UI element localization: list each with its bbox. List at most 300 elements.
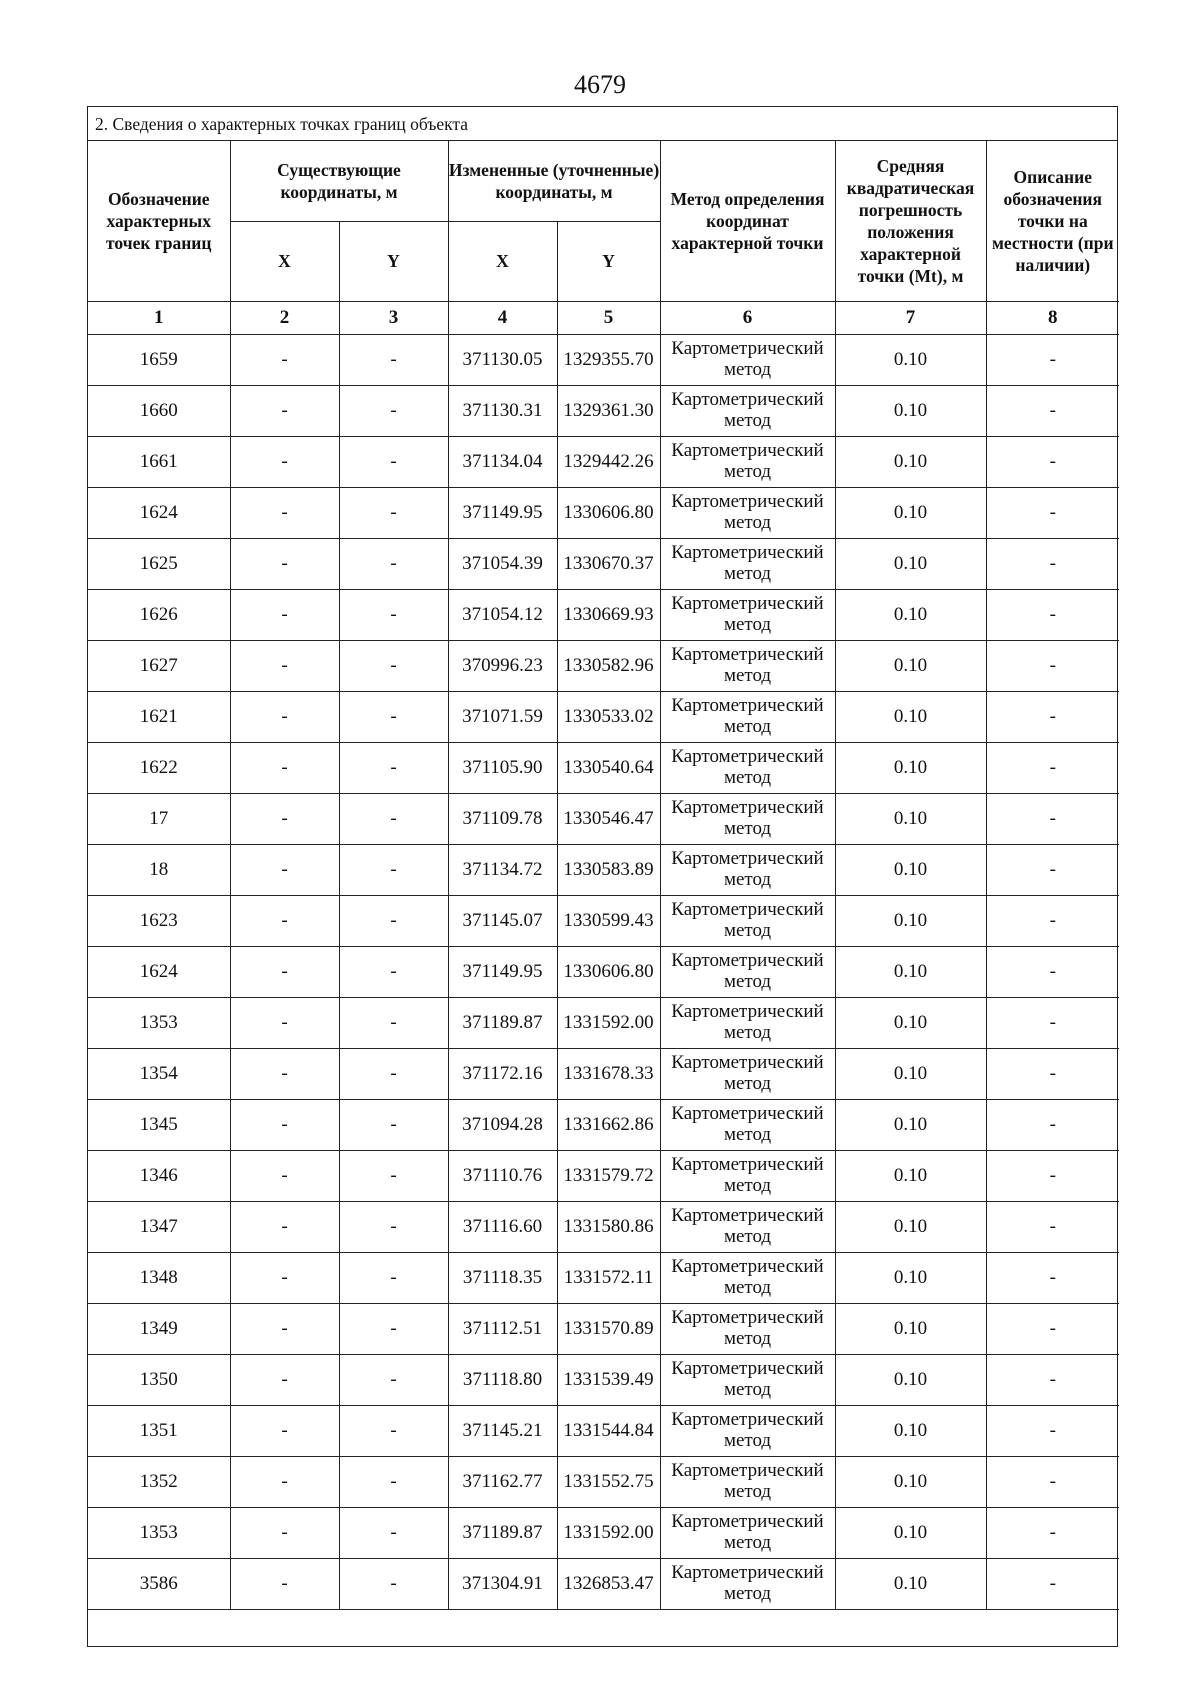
point-designation-cell: 17 [88,793,230,844]
point-designation-cell: 1352 [88,1456,230,1507]
description-cell: - [986,589,1119,640]
point-designation-cell: 1349 [88,1303,230,1354]
page-number: 4679 [574,70,626,99]
existing-x-cell: - [230,1252,339,1303]
mean-error-cell: 0.10 [835,385,986,436]
table-row [88,385,1119,436]
table-row [88,538,1119,589]
description-cell: - [986,1303,1119,1354]
method-text-line: метод [723,1022,772,1043]
column-number: 5 [557,301,660,334]
existing-y-cell: - [339,1201,448,1252]
method-cell [660,844,835,895]
changed-y-cell: 1331572.11 [557,1252,660,1303]
existing-x-cell: - [230,895,339,946]
method-text-line: метод [723,1175,772,1196]
description-cell: - [986,742,1119,793]
existing-x-cell: - [230,1150,339,1201]
header-existing-y: Y [339,221,448,301]
mean-error-cell: 0.10 [835,691,986,742]
method-cell [660,1405,835,1456]
description-cell: - [986,385,1119,436]
method-text-line: метод [723,1073,772,1094]
method-text-line: Картометрический [671,1460,824,1481]
table-row [88,793,1119,844]
method-text-line: Картометрический [671,644,824,665]
method-cell [660,691,835,742]
changed-x-cell: 371118.80 [448,1354,557,1405]
method-cell [660,1303,835,1354]
method-text-line: Картометрический [671,746,824,767]
existing-y-cell: - [339,793,448,844]
method-text-line: Картометрический [671,440,824,461]
table-row [88,1354,1119,1405]
description-cell: - [986,1252,1119,1303]
method-text-line: Картометрический [671,491,824,512]
existing-y-cell: - [339,1099,448,1150]
mean-error-cell: 0.10 [835,1048,986,1099]
table-empty-footer-row [88,1609,1119,1646]
point-designation-cell: 1345 [88,1099,230,1150]
changed-x-cell: 371189.87 [448,997,557,1048]
mean-error-cell: 0.10 [835,589,986,640]
method-cell [660,640,835,691]
changed-x-cell: 371116.60 [448,1201,557,1252]
changed-x-cell: 371304.91 [448,1558,557,1609]
existing-x-cell: - [230,1303,339,1354]
method-text-line: метод [723,716,772,737]
header-changed-coordinates: Измененные (уточненные) координаты, м [448,141,660,221]
method-text-line: метод [723,1583,772,1604]
table-row [88,691,1119,742]
description-cell: - [986,844,1119,895]
point-designation-cell: 1346 [88,1150,230,1201]
existing-y-cell: - [339,640,448,691]
point-designation-cell: 1353 [88,1507,230,1558]
mean-error-cell: 0.10 [835,1201,986,1252]
existing-x-cell: - [230,487,339,538]
existing-y-cell: - [339,895,448,946]
existing-y-cell: - [339,742,448,793]
changed-x-cell: 371054.39 [448,538,557,589]
mean-error-cell: 0.10 [835,793,986,844]
existing-y-cell: - [339,1252,448,1303]
mean-error-cell: 0.10 [835,1150,986,1201]
existing-y-cell: - [339,1558,448,1609]
table-row [88,742,1119,793]
method-text-line: Картометрический [671,1154,824,1175]
header-method: Метод определения координат характерной точки [660,141,835,301]
existing-x-cell: - [230,1405,339,1456]
description-cell: - [986,1558,1119,1609]
method-text-line: Картометрический [671,1001,824,1022]
method-text-line: Картометрический [671,593,824,614]
column-number: 7 [835,301,986,334]
table-row [88,1048,1119,1099]
header-existing-x: X [230,221,339,301]
mean-error-cell: 0.10 [835,487,986,538]
point-designation-cell: 1626 [88,589,230,640]
header-existing-coordinates: Существующие координаты, м [230,141,448,221]
header-description: Описание обозначения точки на местности (при наличии) [986,141,1119,301]
changed-x-cell: 371134.72 [448,844,557,895]
point-designation-cell: 1625 [88,538,230,589]
changed-x-cell: 371149.95 [448,487,557,538]
table-row [88,844,1119,895]
method-text-line: метод [723,869,772,890]
method-text-line: Картометрический [671,542,824,563]
description-cell: - [986,946,1119,997]
existing-x-cell: - [230,334,339,385]
existing-x-cell: - [230,1354,339,1405]
changed-y-cell: 1330546.47 [557,793,660,844]
mean-error-cell: 0.10 [835,844,986,895]
method-cell [660,436,835,487]
changed-x-cell: 371172.16 [448,1048,557,1099]
existing-x-cell: - [230,691,339,742]
method-text-line: Картометрический [671,1052,824,1073]
changed-y-cell: 1329442.26 [557,436,660,487]
point-designation-cell: 18 [88,844,230,895]
method-cell [660,742,835,793]
changed-y-cell: 1331579.72 [557,1150,660,1201]
method-text-line: метод [723,971,772,992]
changed-y-cell: 1331570.89 [557,1303,660,1354]
description-cell: - [986,895,1119,946]
changed-x-cell: 371105.90 [448,742,557,793]
mean-error-cell: 0.10 [835,1354,986,1405]
existing-y-cell: - [339,1456,448,1507]
table-row [88,946,1119,997]
changed-x-cell: 371071.59 [448,691,557,742]
point-designation-cell: 1351 [88,1405,230,1456]
changed-y-cell: 1330540.64 [557,742,660,793]
mean-error-cell: 0.10 [835,436,986,487]
point-designation-cell: 1347 [88,1201,230,1252]
description-cell: - [986,1048,1119,1099]
existing-y-cell: - [339,1048,448,1099]
changed-x-cell: 371110.76 [448,1150,557,1201]
method-text-line: Картометрический [671,1409,824,1430]
method-cell [660,1048,835,1099]
description-cell: - [986,1150,1119,1201]
description-cell: - [986,793,1119,844]
method-cell [660,1099,835,1150]
method-cell [660,538,835,589]
changed-x-cell: 371145.07 [448,895,557,946]
existing-y-cell: - [339,385,448,436]
method-text-line: Картометрический [671,389,824,410]
method-text-line: метод [723,563,772,584]
method-cell [660,334,835,385]
header-point-designation: Обозначение характерных точек границ [88,141,230,301]
method-text-line: Картометрический [671,1256,824,1277]
mean-error-cell: 0.10 [835,334,986,385]
description-cell: - [986,1099,1119,1150]
existing-y-cell: - [339,487,448,538]
description-cell: - [986,334,1119,385]
method-cell [660,1201,835,1252]
method-cell [660,793,835,844]
section-title: 2. Сведения о характерных точках границ объекта [88,107,1117,141]
mean-error-cell: 0.10 [835,742,986,793]
changed-y-cell: 1331592.00 [557,997,660,1048]
method-text-line: метод [723,1532,772,1553]
existing-x-cell: - [230,538,339,589]
changed-x-cell: 370996.23 [448,640,557,691]
existing-y-cell: - [339,997,448,1048]
existing-y-cell: - [339,538,448,589]
method-text-line: Картометрический [671,797,824,818]
table-row [88,1303,1119,1354]
method-cell [660,895,835,946]
description-cell: - [986,640,1119,691]
method-text-line: метод [723,920,772,941]
existing-x-cell: - [230,385,339,436]
method-cell [660,946,835,997]
method-text-line: Картометрический [671,1511,824,1532]
point-designation-cell: 1353 [88,997,230,1048]
method-text-line: Картометрический [671,1358,824,1379]
table-row [88,1456,1119,1507]
mean-error-cell: 0.10 [835,1507,986,1558]
points-table-body [88,334,1119,1609]
existing-x-cell: - [230,742,339,793]
table-row [88,1150,1119,1201]
method-text-line: Картометрический [671,1103,824,1124]
changed-y-cell: 1330599.43 [557,895,660,946]
header-changed-y: Y [557,221,660,301]
point-designation-cell: 1659 [88,334,230,385]
mean-error-cell: 0.10 [835,538,986,589]
table-row [88,1201,1119,1252]
point-designation-cell: 1622 [88,742,230,793]
column-number: 2 [230,301,339,334]
description-cell: - [986,1354,1119,1405]
method-text-line: метод [723,1124,772,1145]
method-cell [660,385,835,436]
method-text-line: Картометрический [671,950,824,971]
description-cell: - [986,1201,1119,1252]
existing-y-cell: - [339,1507,448,1558]
existing-x-cell: - [230,640,339,691]
method-cell [660,1558,835,1609]
changed-y-cell: 1326853.47 [557,1558,660,1609]
method-text-line: Картометрический [671,695,824,716]
method-cell [660,1354,835,1405]
point-designation-cell: 1350 [88,1354,230,1405]
method-text-line: метод [723,1328,772,1349]
changed-y-cell: 1331662.86 [557,1099,660,1150]
existing-y-cell: - [339,1303,448,1354]
description-cell: - [986,436,1119,487]
table-row [88,487,1119,538]
changed-y-cell: 1331580.86 [557,1201,660,1252]
point-designation-cell: 1660 [88,385,230,436]
mean-error-cell: 0.10 [835,1099,986,1150]
method-text-line: метод [723,665,772,686]
header-mean-error: Средняя квадратическая погрешность положения характерной точки (Mt), м [835,141,986,301]
point-designation-cell: 1348 [88,1252,230,1303]
method-cell [660,1150,835,1201]
changed-y-cell: 1330606.80 [557,946,660,997]
changed-y-cell: 1331544.84 [557,1405,660,1456]
table-row [88,1252,1119,1303]
mean-error-cell: 0.10 [835,1252,986,1303]
table-row [88,895,1119,946]
method-text-line: метод [723,410,772,431]
point-designation-cell: 1627 [88,640,230,691]
changed-x-cell: 371130.31 [448,385,557,436]
mean-error-cell: 0.10 [835,1456,986,1507]
changed-y-cell: 1331539.49 [557,1354,660,1405]
table-row [88,436,1119,487]
changed-x-cell: 371054.12 [448,589,557,640]
changed-y-cell: 1330670.37 [557,538,660,589]
method-text-line: Картометрический [671,899,824,920]
changed-x-cell: 371094.28 [448,1099,557,1150]
existing-x-cell: - [230,1558,339,1609]
changed-y-cell: 1331592.00 [557,1507,660,1558]
point-designation-cell: 1661 [88,436,230,487]
mean-error-cell: 0.10 [835,1558,986,1609]
existing-x-cell: - [230,1456,339,1507]
existing-y-cell: - [339,946,448,997]
changed-x-cell: 371130.05 [448,334,557,385]
method-cell [660,1456,835,1507]
column-number: 3 [339,301,448,334]
point-designation-cell: 1624 [88,946,230,997]
method-cell [660,997,835,1048]
changed-x-cell: 371134.04 [448,436,557,487]
changed-x-cell: 371189.87 [448,1507,557,1558]
mean-error-cell: 0.10 [835,1405,986,1456]
table-row [88,589,1119,640]
method-text-line: метод [723,1379,772,1400]
method-text-line: Картометрический [671,1205,824,1226]
empty-footer-cell [88,1609,1119,1646]
method-text-line: метод [723,614,772,635]
changed-y-cell: 1330669.93 [557,589,660,640]
changed-y-cell: 1331678.33 [557,1048,660,1099]
existing-x-cell: - [230,793,339,844]
method-text-line: метод [723,1430,772,1451]
method-text-line: Картометрический [671,848,824,869]
point-designation-cell: 1624 [88,487,230,538]
existing-x-cell: - [230,589,339,640]
method-cell [660,1507,835,1558]
existing-x-cell: - [230,1048,339,1099]
method-text-line: Картометрический [671,338,824,359]
table-row [88,640,1119,691]
method-text-line: метод [723,512,772,533]
method-cell [660,487,835,538]
table-row [88,997,1119,1048]
point-designation-cell: 3586 [88,1558,230,1609]
table-row [88,334,1119,385]
changed-y-cell: 1330582.96 [557,640,660,691]
column-number: 4 [448,301,557,334]
changed-y-cell: 1329355.70 [557,334,660,385]
description-cell: - [986,691,1119,742]
existing-y-cell: - [339,436,448,487]
points-sheet [87,106,1118,1647]
existing-x-cell: - [230,1201,339,1252]
existing-y-cell: - [339,1150,448,1201]
description-cell: - [986,538,1119,589]
method-text-line: метод [723,1481,772,1502]
changed-y-cell: 1329361.30 [557,385,660,436]
description-cell: - [986,1456,1119,1507]
changed-x-cell: 371162.77 [448,1456,557,1507]
points-table [88,141,1119,1646]
existing-y-cell: - [339,1354,448,1405]
changed-y-cell: 1330533.02 [557,691,660,742]
table-row [88,1405,1119,1456]
changed-x-cell: 371112.51 [448,1303,557,1354]
method-cell [660,1252,835,1303]
column-number: 6 [660,301,835,334]
point-designation-cell: 1623 [88,895,230,946]
existing-y-cell: - [339,1405,448,1456]
existing-y-cell: - [339,691,448,742]
mean-error-cell: 0.10 [835,895,986,946]
description-cell: - [986,487,1119,538]
changed-y-cell: 1330606.80 [557,487,660,538]
column-number: 1 [88,301,230,334]
existing-x-cell: - [230,997,339,1048]
point-designation-cell: 1621 [88,691,230,742]
table-row [88,1507,1119,1558]
table-row [88,1099,1119,1150]
changed-y-cell: 1331552.75 [557,1456,660,1507]
table-row [88,1558,1119,1609]
description-cell: - [986,1507,1119,1558]
point-designation-cell: 1354 [88,1048,230,1099]
changed-x-cell: 371118.35 [448,1252,557,1303]
method-text-line: метод [723,1277,772,1298]
mean-error-cell: 0.10 [835,997,986,1048]
existing-y-cell: - [339,334,448,385]
method-text-line: метод [723,461,772,482]
mean-error-cell: 0.10 [835,946,986,997]
method-text-line: метод [723,1226,772,1247]
changed-x-cell: 371145.21 [448,1405,557,1456]
existing-x-cell: - [230,1507,339,1558]
changed-x-cell: 371149.95 [448,946,557,997]
mean-error-cell: 0.10 [835,640,986,691]
method-cell [660,589,835,640]
method-text-line: метод [723,767,772,788]
header-changed-x: X [448,221,557,301]
column-number: 8 [986,301,1119,334]
method-text-line: метод [723,359,772,380]
existing-x-cell: - [230,1099,339,1150]
description-cell: - [986,997,1119,1048]
existing-x-cell: - [230,436,339,487]
method-text-line: метод [723,818,772,839]
existing-x-cell: - [230,844,339,895]
mean-error-cell: 0.10 [835,1303,986,1354]
method-text-line: Картометрический [671,1307,824,1328]
method-text-line: Картометрический [671,1562,824,1583]
description-cell: - [986,1405,1119,1456]
existing-y-cell: - [339,844,448,895]
changed-x-cell: 371109.78 [448,793,557,844]
existing-y-cell: - [339,589,448,640]
existing-x-cell: - [230,946,339,997]
changed-y-cell: 1330583.89 [557,844,660,895]
